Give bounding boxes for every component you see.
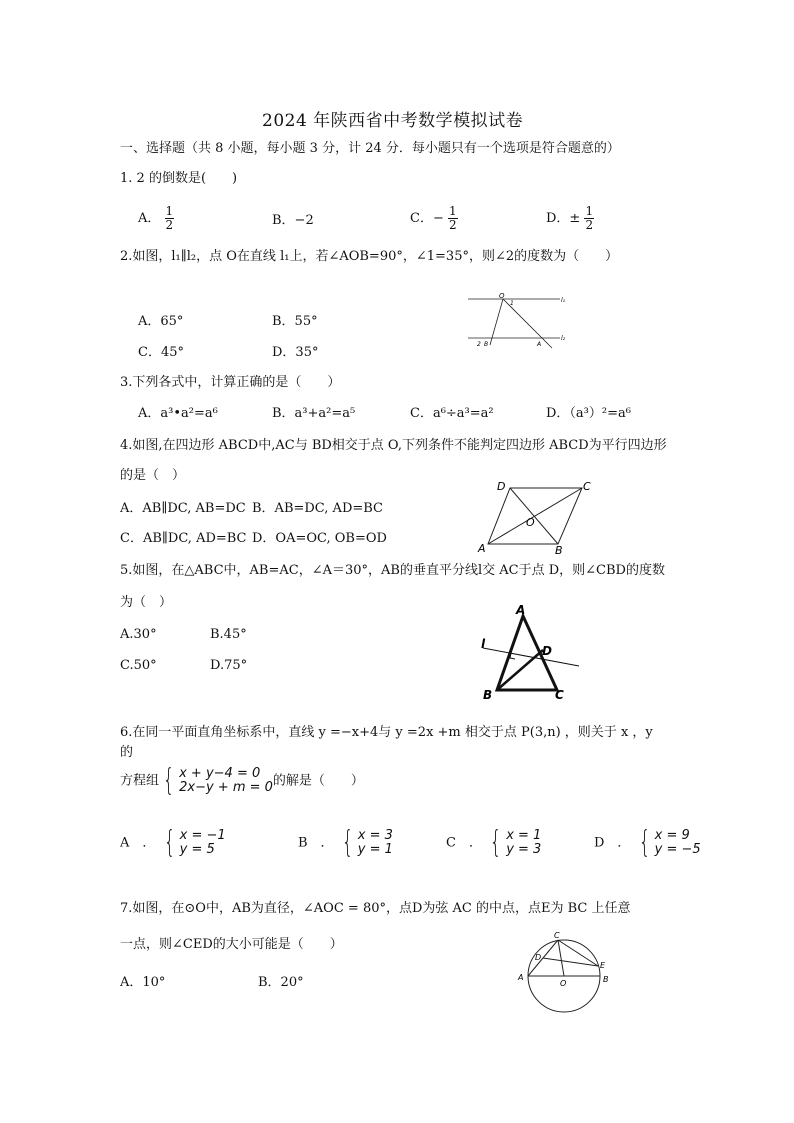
q5-option-c[interactable]: C.50° <box>120 658 157 673</box>
q6-stem-line1b: 的 <box>120 745 134 760</box>
label-a: A <box>478 542 486 555</box>
q1-d-label: D．± <box>546 211 581 226</box>
q1-option-c[interactable] <box>410 205 458 232</box>
label-e: E <box>600 961 606 970</box>
q3-option-d[interactable]: D．（a³）²=a⁶ <box>546 406 631 421</box>
q4-option-d[interactable]: D．OA=OC, OB=OD <box>252 531 387 546</box>
label-l1: l₁ <box>561 297 566 304</box>
label-o: O <box>560 979 567 988</box>
label-b: B <box>603 975 609 984</box>
label-o: O <box>526 516 535 529</box>
label-b: B <box>483 688 493 702</box>
q4-stem-line1: 4.如图,在四边形 ABCD中,AC与 BD相交于点 O,下列条件不能判定四边形 ABCD为平行四边形 <box>120 438 667 453</box>
bisector-l <box>483 648 579 666</box>
q2-option-c[interactable]: C．45° <box>138 345 184 360</box>
label-c: C <box>583 480 591 493</box>
q7-option-b[interactable]: B．20° <box>258 975 304 990</box>
q6-option-b[interactable]: B ． { x = 3 y = 1 <box>298 825 393 860</box>
q5-option-d[interactable]: D.75° <box>210 658 248 673</box>
q6-system-prefix: 方程组 <box>120 773 160 789</box>
q7-option-a[interactable]: A．10° <box>120 975 166 990</box>
q6-stem-line2 <box>120 763 364 798</box>
q5-figure <box>475 600 585 704</box>
q2-option-a[interactable]: A．65° <box>138 314 184 329</box>
q7-stem-line1: 7.如图，在⊙O中，AB为直径，∠AOC = 80°，点D为弦 AC 的中点，点E为 BC 上任意 <box>120 901 631 916</box>
label-1: 1 <box>510 300 514 307</box>
label-d: D <box>542 644 552 658</box>
q6-option-a[interactable]: A ． { x = −1 y = 5 <box>120 825 226 860</box>
q3-option-c[interactable]: C．a⁶÷a³=a² <box>410 406 494 421</box>
section-heading: 一、选择题（共 8 小题，每小题 3 分，计 24 分．每小题只有一个选项是符合题意的） <box>120 141 620 156</box>
label-d: D <box>535 953 542 962</box>
q5-stem-line1: 5.如图，在△ABC中，AB=AC，∠A＝30°，AB的垂直平分线l交 AC于点 D，则∠CBD的度数 <box>120 563 665 578</box>
q6-option-d[interactable]: D ． { x = 9 y = −5 <box>594 825 701 860</box>
label-a: A <box>516 603 526 617</box>
segment-oc <box>558 940 564 976</box>
q1-c-label: C．− <box>410 211 444 226</box>
label-b: B <box>555 544 563 556</box>
label-d: D <box>497 480 506 493</box>
q2-figure <box>460 290 580 352</box>
q3-option-a[interactable]: A．a³•a²=a⁶ <box>138 406 218 421</box>
label-c: C <box>555 688 564 702</box>
q1-stem: 1. 2 的倒数是( ) <box>120 171 238 186</box>
q5-stem-line2: 为（ ） <box>120 595 173 610</box>
label-c: C <box>554 931 560 940</box>
label-a: A <box>537 341 542 348</box>
diagonal-ac <box>488 488 582 544</box>
q6-equation-system: { x + y−4 = 0 2x−y + m = 0 <box>162 763 273 798</box>
label-2: 2 <box>477 341 481 348</box>
q5-option-a[interactable]: A.30° <box>120 627 157 642</box>
q4-option-c[interactable]: C．AB∥DC, AD=BC <box>120 531 247 546</box>
q2-option-b[interactable]: B．55° <box>272 314 318 329</box>
q2-stem: 2.如图，l₁∥l₂，点 O在直线 l₁上，若∠AOB=90°，∠1=35°，则∠2的度数为（ ） <box>120 249 619 264</box>
q4-option-b[interactable]: B．AB=DC, AD=BC <box>252 501 384 516</box>
q1-c-fraction: $\frac{1}{2}$ <box>448 204 457 232</box>
q6-stem-line1: 6.在同一平面直角坐标系中，直线 y =−x+4与 y =2x +m 相交于点 P(3,n) ，则关于 x ，y <box>120 725 653 740</box>
label-l: l <box>481 637 486 651</box>
q4-option-a[interactable]: A．AB∥DC, AB=DC <box>120 501 246 516</box>
page-title: 2024 年陕西省中考数学模拟试卷 <box>262 111 524 131</box>
q2-option-d[interactable]: D．35° <box>272 345 319 360</box>
q1-a-label: A． <box>138 211 161 226</box>
q6-option-c[interactable]: C ． { x = 1 y = 3 <box>446 825 542 860</box>
q1-option-a[interactable] <box>138 205 174 232</box>
q3-option-b[interactable]: B．a³+a²=a⁵ <box>272 406 356 421</box>
segment-de <box>543 958 598 966</box>
label-a: A <box>518 973 524 982</box>
q3-stem: 3.下列各式中，计算正确的是（ ） <box>120 375 341 390</box>
q1-d-fraction: $\frac{1}{2}$ <box>585 204 594 232</box>
label-o: O <box>499 292 505 300</box>
q5-option-b[interactable]: B.45° <box>210 627 247 642</box>
label-l2: l₂ <box>561 335 566 342</box>
q7-stem-line2: 一点，则∠CED的大小可能是（ ） <box>120 937 343 952</box>
q1-option-b[interactable]: B．−2 <box>272 213 314 228</box>
q6-system-suffix: 的解是（ ） <box>272 773 364 789</box>
q4-figure <box>470 478 600 556</box>
q1-a-fraction: $\frac{1}{2}$ <box>165 204 174 232</box>
label-b: B <box>484 341 489 348</box>
q7-figure <box>512 928 618 1014</box>
q1-option-d[interactable] <box>546 205 594 232</box>
q4-stem-line2: 的是（ ） <box>120 468 186 483</box>
